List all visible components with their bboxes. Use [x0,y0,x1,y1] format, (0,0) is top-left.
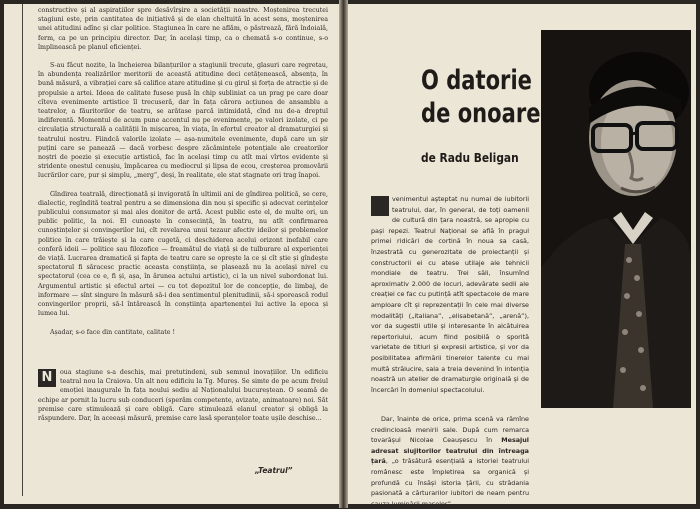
left-paragraph: constructive și al aspirațiilor spre desăvîrșire a societății noastre. Moștenirea trecutei stagiuni este, prin cantitatea de inițiativă și de elan cheltuită în acest sens, moștenirea unei atitudini adînc și clar politice. Stagiunea în care ne aflăm, o păstrează, fără îndoială, ferm, ca pe un principiu director. Dar, în același timp, ca o chemată s-o continue, s-o împlinească pe planul eficienței. [38,7,328,51]
portrait-illustration [541,30,691,408]
author-portrait-photo [541,30,691,408]
right-paragraph: venimentul așteptat nu numai de iubitorii teatrului, dar, în general, de toți oamenii de cultură din țara noastră, se apropie cu pași repezi. Teatrul Național se află în pragul primei ridicări de cortină în noua sa casă, înzestrată cu generozitate de proiectanții și constructorii ei cu atese utilaje ale tehnicii mondiale de teatru. Trei săli, însumînd aproximativ 2.000 de locuri, adevărate sedii ale creației ce fac cu putință atît spectacole de mare amploare cît și reprezentații în cele mai diverse modalități („italiana”, „elisabetană”, „arenă”), vor da sugestii utile și interesante în alcătuirea repertoriului, acum fiind posibilă o sporită varietate de titluri și expresii artistice, și vor da posibilitatea afirmării tinerelor talente cu mai multă strălucire, sala a treia devenind în intenția noastră un atelier de dramaturgie originală și de încercări în domeniul spectacolului. [371,195,529,394]
title-line-2: de onoare [421,98,541,129]
left-paragraph: S-au făcut nozite, la încheierea bilanțurilor a stagiunii trecute, glasuri care regretau, în abundența realizărilor meritorii de această atitudine deci cetățenească, absența, în bună măsură, a vibrației care să califice atare atitudine și cu girul și forța de atracție și de propulsie a artei. Ideea de calitate fusese pusă în chip subliniat ca un prag pe care doar cîteva evenimente artistice îl trecuseră, dar în fața cărora acțiunea de ansamblu a teatrelor, a făuritorilor de teatru, se arătase parcă intimidată, cînd nu de-a dreptul indiferentă. Momentul de acum pune accentul nu pe evenimente, pe valori izolate, ci pe circulația structurală a calității în mișcarea, în viața, în efortul creator al dramaturgiei și teatrului nostru. Fiindcă valorile izolate — așa-numitele evenimente, după care un șir puțini care se panează — dacă vorbesc despre zăcămintele potențiale ale creatorilor noștri de poezie și execuție artistică, fac în același timp cu atît mai vîrtos evidente și stridente onestul cenușiu, împăcarea cu mediocrul și lipsa de ecou, creșterea promovării lucrărilor care, pur și simplu, „merg”, deși, în realitate, ele stat stagnate ori trag înapoi. [38,62,328,180]
article-author: de Radu Beligan [421,150,519,165]
article-title [421,64,541,130]
book-gutter [339,0,348,508]
bottom-article-text: oua stagiune s-a deschis, mai pretutindeni, sub semnul inovațiilor. Un edificiu teatral nou la Craiova. Un alt nou edificiu la Tg. Mureș. Se simte de pe acum freiul emoției inaugurale în fața noului sediu al Naționalului bucureștean. O seamă de echipe ar pornit la lucru sub conduceri (sperăm competente, avizate, animatoare) noi. Săt premise care stimulează și care obligă. Care stimulează elanul creator și obligă la răspundere. Dar, în aceeași măsură, premise care lasă speranțelor toate ușile deschise... [38,369,328,423]
title-line-1: O datorie [421,65,532,96]
drop-cap: N [38,369,56,387]
bottom-article [38,368,328,448]
right-paragraph-lower: Dar, înainte de orice, prima scenă va rămîne credincioasă menirii sale. După cum remarca tovarășul Nicolae Ceaușescu în Mesajul adresat slujitorilor teatrului din întreaga țară, „o trăsătură esențială a istoriei teatrului românesc este împletirea sa organică și profundă cu însăși istoria țării, cu strădania pasionată a cărturarilor iubitori de neam pentru cauza luminării maselor”. [371,415,529,508]
drop-cap-block [371,196,389,216]
left-page-rule [22,4,23,496]
left-page-body [38,6,328,406]
article-signature: „Teatrul” [255,466,293,475]
bold-quote-title: Mesajul adresat slujitorilor teatrului din întreaga țară [371,436,529,466]
left-paragraph: Așadar, s-o face din cantitate, calitate ! [50,328,176,336]
right-page-lower-body [371,414,681,508]
left-paragraph: Gîndirea teatrală, direcționată și invigorată în ultimii ani de gîndirea politică, se cere, dialectic, regîndită teatral pentru a se dimensiona din nou și specific și adecvat cerințelor publicului consumator și mai ales donitor de artă. Acest public este el, de multe ori, un public politic, la noi. El cunoaște în consecință, în teatru, nu atît confirmarea cunoștințelor și convingerilor lui, cît revelarea unui tezaur afectiv ideilor și problemelor politice în care trăiește și la care cugetă, ci deschiderea acelui orizont inefabil care conferă ideii — politice sau filozofice — freamătul de viață și de tulburare al experienței de viață. Lucrarea dramatică și fapta de teatru care se oprește la ce și cît știe și gîndește spectatorul fi săracesc practic aceasta conștiința, se plasează nu la același nivel cu spectatorul (cea ce e, fi și, așa, în ărunea actului artistic), ci la un nivel subordonat lui. Argumentul artistic și efectul artei — cu tot depozitul lor de concepție, de limbaj, de informare — sînt singure în măsură să-i dea sentimentul plenitudinii, să-i sporească rodul convingerilor proprii, să-l întărească în conștiința apartenenței lui active la epoca și lumea lui. [38,190,328,318]
